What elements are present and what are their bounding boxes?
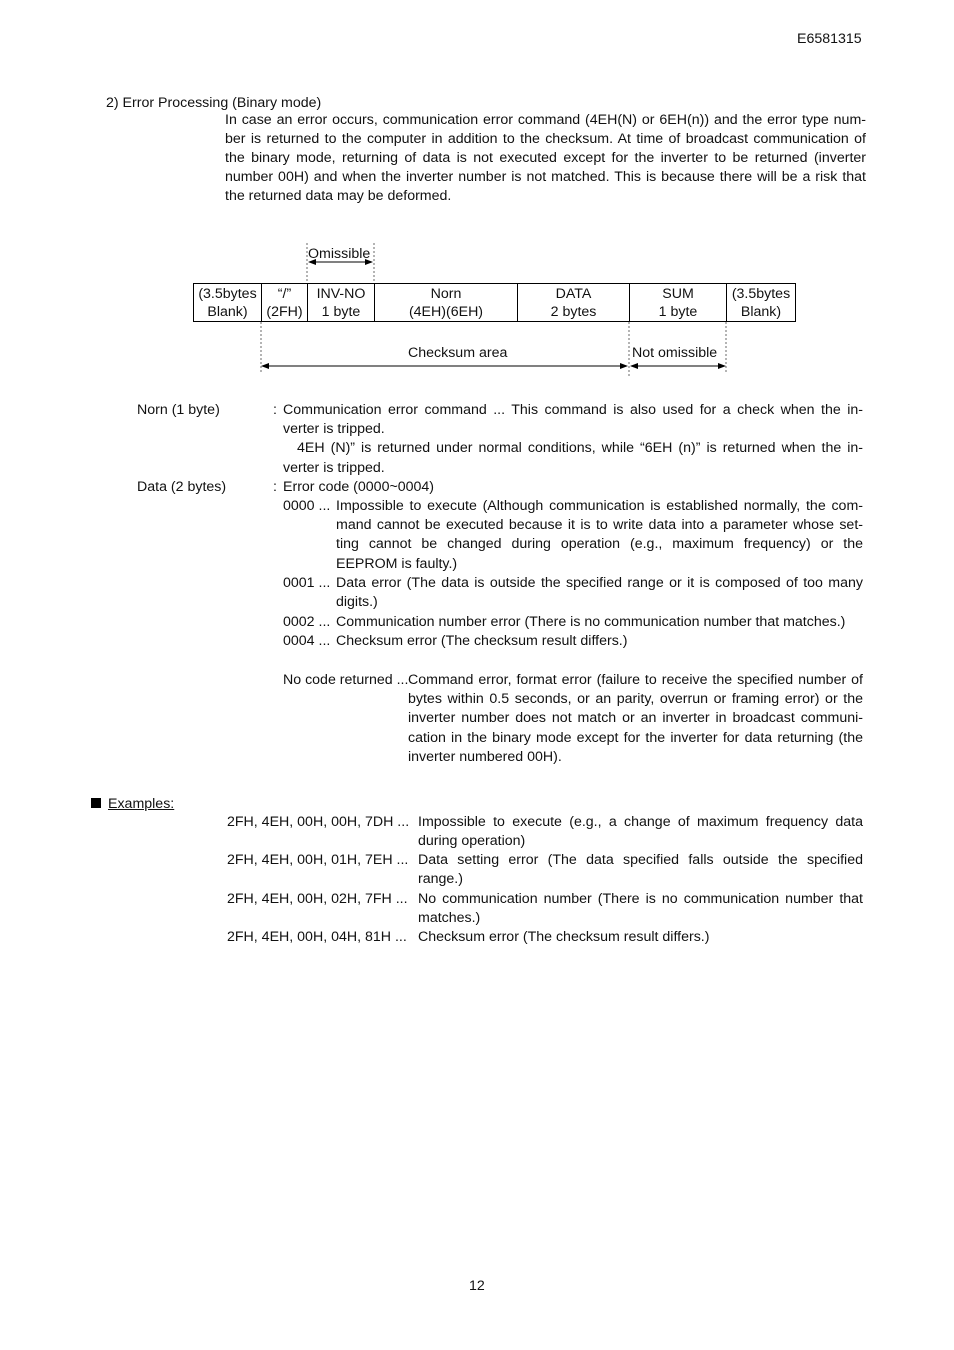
example-description [418,890,863,928]
norn-line: Communication error command ... This command is also used for a check when the in- [283,402,863,418]
no-code-line: bytes within 0.5 seconds, or an parity, overrun or framing error) or the [408,691,863,708]
example-code: 2FH, 4EH, 00H, 04H, 81H ... [227,929,407,945]
example-line: during operation) [418,833,526,850]
example-line: range.) [418,871,463,888]
norn-label: Norn (1 byte) [137,402,220,418]
error-code-0002: 0002 ... [283,614,331,630]
code-line: ting cannot be changed during operation (e.g., maximum frequency) or the [336,536,863,553]
error-code-0004-description [336,632,627,651]
cell-line: DATA [555,286,592,302]
diagram-lines [0,0,954,400]
norn-line: verter is tripped. [283,459,385,476]
no-code-description [408,671,863,767]
code-line: EEPROM is faulty.) [336,555,458,572]
frame-cell-sum [629,283,727,322]
example-code: 2FH, 4EH, 00H, 02H, 7FH ... [227,891,408,907]
frame-diagram [0,0,954,400]
error-code-0004: 0004 ... [283,633,331,649]
cell-line: SUM [662,286,694,302]
code-line: digits.) [336,594,378,611]
code-line: Data error (The data is outside the specified range or it is composed of too many [336,575,863,591]
cell-line: (2FH) [266,304,303,320]
not-omissible-label: Not omissible [632,345,718,361]
no-code-line: inverter number does not match or an inverter in broadcast communi- [408,710,863,727]
cell-line: “/” [277,286,292,302]
cell-line: Norn [430,286,462,302]
examples-title: Examples: [108,796,175,812]
example-code: 2FH, 4EH, 00H, 01H, 7EH ... [227,852,409,868]
example-line: No communication number (There is no communication number that [418,891,863,907]
intro-line: ber is returned to the computer in addition to the checksum. At time of broadcast communication of [225,131,866,147]
no-code-label: No code returned ... [283,672,409,688]
intro-line: number 00H) and when the inverter number is not matched. This is because there will be a risk that [225,169,866,185]
cell-line: 1 byte [321,304,361,320]
norn-line: 4EH (N)” is returned under normal conditions, while “6EH (n)” is returned when the in- [297,440,863,457]
example-description [418,851,863,889]
example-description [418,813,863,851]
frame-cell-inv-no [307,283,375,322]
data-colon: : [273,479,277,495]
intro-line: In case an error occurs, communication error command (4EH(N) or 6EH(n)) and the error type num- [225,112,866,128]
frame-cell-blank-start [193,283,262,322]
document-number: E6581315 [797,31,862,47]
cell-line: INV-NO [316,286,366,302]
intro-line: the returned data may be deformed. [225,188,452,204]
omissible-label: Omissible [308,246,371,262]
example-description [418,928,709,947]
error-code-0000-description [336,497,863,574]
code-line: mand cannot be executed because it is to write data into a parameter whose set- [336,517,863,534]
frame-cell-norn [374,283,518,322]
data-label: Data (2 bytes) [137,479,227,495]
norn-description [283,401,863,478]
no-code-line: cation in the binary mode except for the inverter for data returning (the [408,729,863,746]
code-line: Checksum error (The checksum result differs.) [336,633,628,649]
example-code: 2FH, 4EH, 00H, 00H, 7DH ... [227,814,410,830]
example-line: matches.) [418,910,481,927]
error-code-0001: 0001 ... [283,575,331,591]
frame-cell-data [517,283,630,322]
intro-line: the binary mode, returning of data is not executed except for the inverter to be returned (inverter [225,150,866,166]
bullet-square-icon [91,798,101,808]
norn-line: verter is tripped. [283,421,385,438]
example-line: Impossible to execute (e.g., a change of maximum frequency data [418,814,863,830]
error-code-title: Error code (0000~0004) [283,479,435,495]
norn-colon: : [273,402,277,418]
checksum-area-label: Checksum area [408,345,508,361]
error-code-0001-description [336,574,863,612]
cell-line: Blank) [740,304,782,320]
page-number: 12 [469,1278,485,1294]
section-heading: 2) Error Processing (Binary mode) [106,95,322,111]
no-code-line: Command error, format error (failure to receive the specified number of [408,672,863,688]
cell-line: (4EH)(6EH) [408,304,484,320]
code-line: Impossible to execute (Although communication is established normally, the com- [336,498,863,514]
frame-cell-blank-end [726,283,796,322]
example-line: Data setting error (The data specified falls outside the specified [418,852,863,868]
no-code-line: inverter numbered 00H). [408,748,562,765]
code-line: Communication number error (There is no communication number that matches.) [336,614,846,630]
example-line: Checksum error (The checksum result differs.) [418,929,710,945]
examples-heading [91,795,174,814]
frame-cell-slash [261,283,308,322]
error-code-0002-description [336,613,845,632]
cell-line: Blank) [207,304,248,320]
error-code-0000: 0000 ... [283,498,331,514]
cell-line: 2 bytes [550,304,597,320]
cell-line: (3.5bytes [198,286,257,302]
cell-line: 1 byte [658,304,698,320]
cell-line: (3.5bytes [731,286,791,302]
